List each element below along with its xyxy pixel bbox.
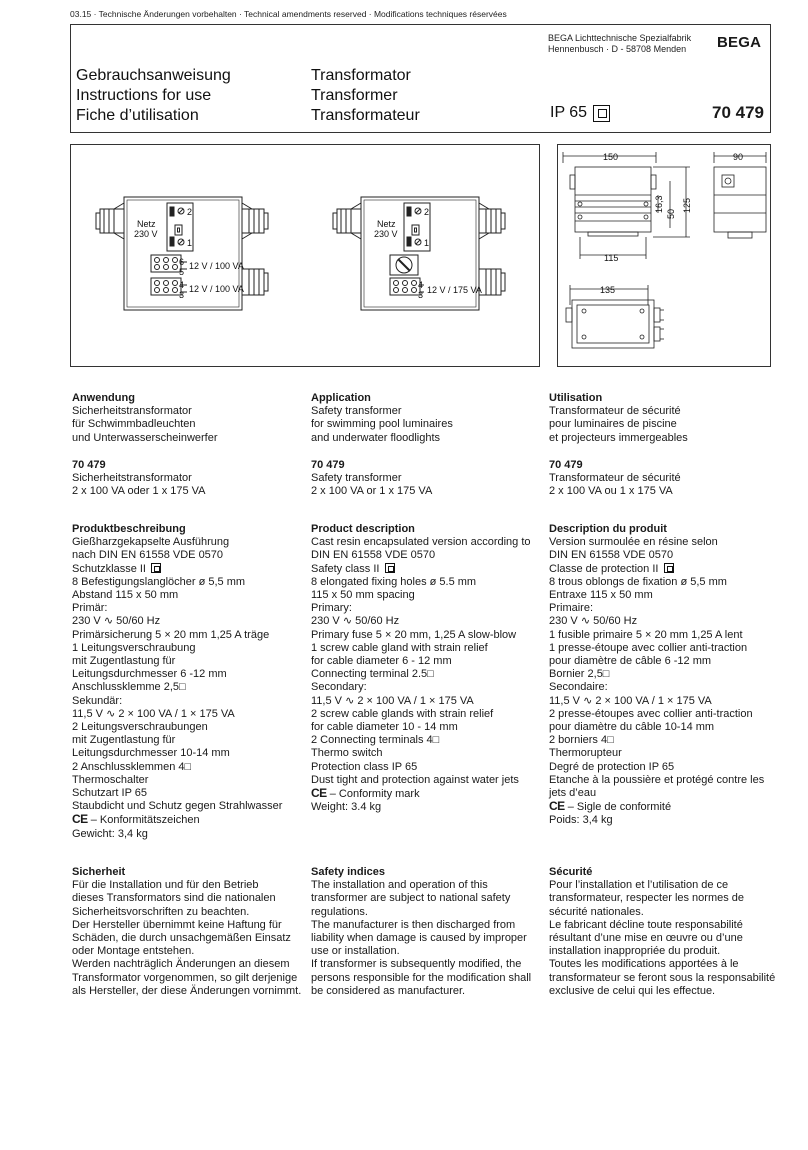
- text-line: Primary:: [311, 602, 352, 615]
- section-model-fr: [549, 459, 781, 499]
- ac-wave-icon: ∿: [103, 615, 114, 628]
- terminal-1-label: 1: [187, 238, 193, 248]
- terminal-2-label: 2: [187, 207, 193, 217]
- voltage-label: 230 V: [134, 229, 158, 239]
- text-line: Toutes les modifications apportées à le: [549, 958, 739, 971]
- safety-class-ii-icon: [151, 563, 161, 573]
- section-safety-de: [72, 866, 304, 998]
- text-line: [549, 695, 781, 708]
- text-line: Le fabricant décline toute responsabilité: [549, 918, 743, 931]
- voltage-label-2: 230 V: [374, 229, 398, 239]
- text-line: Leitungsdurchmesser 6 -12 mm: [72, 668, 227, 681]
- terminal-5-label: 5: [179, 267, 185, 277]
- text-line: [549, 615, 781, 628]
- text-line: Thermo switch: [311, 747, 383, 760]
- text-line: 8 elongated fixing holes ø 5.5 mm: [311, 575, 477, 588]
- text-line: pour luminaires de piscine: [549, 418, 677, 431]
- section-application-en: [311, 392, 543, 445]
- text-line: Primär:: [72, 602, 108, 615]
- text-line: 2 x 100 VA ou 1 x 175 VA: [549, 485, 673, 498]
- text-line: für Schwimmbadleuchten: [72, 418, 196, 431]
- terminal-3-label: 3: [179, 290, 185, 300]
- primary-voltage: 230 V: [72, 615, 101, 628]
- primary-voltage: 230 V: [311, 615, 340, 628]
- text-line: Transformateur de sécurité: [549, 405, 681, 418]
- text-line: Version surmoulée en résine selon: [549, 536, 718, 549]
- text-line: Sicherheitstransformator: [72, 405, 192, 418]
- ac-wave-icon: ∿: [580, 615, 591, 628]
- section-safety-en: [311, 866, 543, 998]
- text-line: Primary fuse 5 × 20 mm, 1,25 A slow-blow: [311, 628, 517, 641]
- ac-wave-icon: ∿: [106, 707, 116, 720]
- document-type: [76, 66, 231, 126]
- dimension-50: 50: [666, 208, 676, 219]
- text-line: [72, 615, 304, 628]
- heading-application-fr: Utilisation: [549, 392, 603, 404]
- text-line: Safety transformer: [311, 472, 402, 485]
- text-line: Schäden, die durch unsachgemäßen Einsatz: [72, 932, 291, 945]
- safety-class-ii-icon: [385, 563, 395, 573]
- text-line: Schutzart IP 65: [72, 787, 148, 800]
- terminal-1-label-2: 1: [424, 238, 430, 248]
- section-model-en: [311, 459, 543, 499]
- text-line: regulations.: [311, 905, 368, 918]
- safety-class-ii-icon: [593, 105, 610, 122]
- primary-frequency: 50/60 Hz: [116, 615, 161, 628]
- text-line: 2 presse-étoupes avec collier anti-traction: [549, 707, 753, 720]
- text-line: Transformator vorgenommen, so gilt derjenige: [72, 971, 298, 984]
- doc-type-fr: Fiche d’utilisation: [76, 107, 199, 124]
- secondary-power: 2 × 100 VA / 1 × 175 VA: [357, 694, 474, 707]
- text-line: for cable diameter 6 - 12 mm: [311, 655, 452, 668]
- text-line: Secondaire:: [549, 681, 608, 694]
- text-line: Connecting terminal 2.5□: [311, 668, 434, 681]
- company-address: [548, 33, 691, 55]
- section-safety-fr: [549, 866, 781, 998]
- text-line: [311, 615, 543, 628]
- dimension-115: 115: [604, 253, 619, 263]
- text-line: 1 screw cable gland with strain relief: [311, 641, 488, 654]
- text-line: [549, 800, 781, 814]
- primary-frequency: 50/60 Hz: [593, 615, 638, 628]
- text-line: jets d’eau: [549, 787, 597, 800]
- heading-product-fr: Description du produit: [549, 523, 667, 535]
- text-line: oder Montage entstehen.: [72, 945, 195, 958]
- text-line: transformateur se feront sous la responsabilité: [549, 971, 776, 984]
- text-line: be considered as manufacturer.: [311, 984, 466, 997]
- text-line: [72, 813, 304, 827]
- output-175-label: 12 V / 175 VA: [427, 285, 482, 295]
- wiring-diagrams: [71, 145, 541, 368]
- output-1-label: 12 V / 100 VA: [189, 261, 244, 271]
- text-line: [72, 708, 304, 721]
- company-name: BEGA Lichttechnische Spezialfabrik: [548, 33, 692, 43]
- text-line: Sicherheitsvorschriften zu beachten.: [72, 905, 250, 918]
- weight-text: Poids: 3,4 kg: [549, 814, 613, 827]
- dimension-drawings: [558, 145, 772, 368]
- secondary-power: 2 × 100 VA / 1 × 175 VA: [595, 694, 712, 707]
- heading-model-fr: 70 479: [549, 459, 583, 471]
- text-line: 1 Leitungsverschraubung: [72, 641, 196, 654]
- section-product-en: [311, 523, 543, 814]
- ce-mark-text: – Konformitätszeichen: [90, 814, 200, 827]
- terminal-4-label-2: 4: [418, 280, 424, 290]
- safety-class-ii-icon: [664, 563, 674, 573]
- secondary-voltage: 11,5 V: [549, 694, 580, 707]
- heading-safety-de: Sicherheit: [72, 866, 126, 878]
- section-product-fr: [549, 523, 781, 828]
- text-line: Der Hersteller übernimmt keine Haftung für: [72, 918, 282, 931]
- primary-frequency: 50/60 Hz: [355, 615, 400, 628]
- text-line: als Hersteller, der diese Änderungen vornimmt.: [72, 984, 302, 997]
- ce-mark-icon: CE: [549, 799, 565, 814]
- text-line: [311, 695, 543, 708]
- text-line: Thermoschalter: [72, 773, 149, 786]
- product-name-fr: Transformateur: [311, 107, 420, 124]
- text-line: 2 screw cable glands with strain relief: [311, 707, 494, 720]
- terminal-6-label: 6: [179, 257, 185, 267]
- text-line: installation inappropriée du produit.: [549, 945, 721, 958]
- text-line: Degré de protection IP 65: [549, 760, 675, 773]
- text-line: 2 x 100 VA or 1 x 175 VA: [311, 485, 433, 498]
- text-line: Staubdicht und Schutz gegen Strahlwasser: [72, 800, 283, 813]
- bega-logo: BEGA: [717, 34, 762, 51]
- heading-model-de: 70 479: [72, 459, 106, 471]
- text-line: et projecteurs immergeables: [549, 431, 688, 444]
- text-line: [311, 563, 543, 576]
- text-line: The manufacturer is then discharged from: [311, 918, 516, 931]
- heading-model-en: 70 479: [311, 459, 345, 471]
- text-line: use or installation.: [311, 945, 400, 958]
- netz-label: Netz: [137, 219, 156, 229]
- text-line: 2 Leitungsverschraubungen: [72, 721, 208, 734]
- dimension-drawing-frame: [557, 144, 771, 367]
- text-line: 1 presse-étoupe avec collier anti-traction: [549, 641, 748, 654]
- text-line: Sicherheitstransformator: [72, 472, 192, 485]
- text-line: dieses Transformators sind die nationalen: [72, 892, 276, 905]
- text-line: Etanche à la poussière et protégé contre les: [549, 773, 765, 786]
- weight-text: Weight: 3.4 kg: [311, 801, 382, 814]
- text-line: Cast resin encapsulated version according to: [311, 536, 531, 549]
- text-line: [72, 563, 304, 576]
- text-line: exclusive de celui qui les effectue.: [549, 984, 716, 997]
- text-line: Protection class IP 65: [311, 760, 418, 773]
- text-line: und Unterwasserscheinwerfer: [72, 431, 218, 444]
- secondary-power: 2 × 100 VA / 1 × 175 VA: [118, 707, 235, 720]
- output-2-label: 12 V / 100 VA: [189, 284, 244, 294]
- primary-voltage: 230 V: [549, 615, 578, 628]
- ac-wave-icon: ∿: [342, 615, 353, 628]
- text-line: mit Zugentlastung für: [72, 655, 176, 668]
- doc-type-de: Gebrauchsanweisung: [76, 67, 231, 84]
- safety-class-text: Classe de protection II: [549, 562, 659, 575]
- ce-mark-icon: CE: [311, 786, 327, 801]
- secondary-voltage: 11,5 V: [311, 694, 342, 707]
- section-model-de: [72, 459, 304, 499]
- heading-safety-fr: Sécurité: [549, 866, 593, 878]
- secondary-voltage: 11,5 V: [72, 707, 103, 720]
- dimension-16-3: 16,3: [654, 195, 664, 213]
- text-line: Bornier 2,5□: [549, 668, 610, 681]
- dimension-135: 135: [600, 285, 616, 295]
- company-location: Hennenbusch · D - 58708 Menden: [548, 44, 687, 54]
- heading-safety-en: Safety indices: [311, 866, 385, 878]
- text-line: If transformer is subsequently modified, the: [311, 958, 522, 971]
- text-line: sécurité nationales.: [549, 905, 644, 918]
- text-line: Entraxe 115 x 50 mm: [549, 589, 653, 602]
- text-line: and underwater floodlights: [311, 431, 441, 444]
- text-line: mit Zugentlastung für: [72, 734, 176, 747]
- heading-product-de: Produktbeschreibung: [72, 523, 186, 535]
- text-line: Primaire:: [549, 602, 594, 615]
- text-line: [311, 787, 543, 801]
- ip-rating-text: IP 65: [550, 104, 588, 121]
- text-line: 8 Befestigungslanglöcher ø 5,5 mm: [72, 575, 246, 588]
- text-line: Primärsicherung 5 × 20 mm 1,25 A träge: [72, 628, 270, 641]
- section-application-fr: [549, 392, 781, 445]
- side-view: [714, 152, 766, 238]
- text-line: nach DIN EN 61558 VDE 0570: [72, 549, 224, 562]
- text-line: Abstand 115 x 50 mm: [72, 589, 179, 602]
- dimension-150: 150: [603, 152, 619, 162]
- revision-note: 03.15 · Technische Änderungen vorbehalten · Technical amendments reserved · Modifications techniques réservées: [70, 9, 507, 19]
- section-product-de: [72, 523, 304, 841]
- text-line: Pour l’installation et l’utilisation de ce: [549, 879, 729, 892]
- terminal-3-label-2: 3: [418, 290, 424, 300]
- text-line: 115 x 50 mm spacing: [311, 589, 415, 602]
- heading-application-en: Application: [311, 392, 371, 404]
- doc-type-en: Instructions for use: [76, 87, 212, 104]
- ip-rating: [550, 104, 610, 122]
- text-line: Secondary:: [311, 681, 367, 694]
- front-view: [563, 152, 690, 259]
- text-line: Transformateur de sécurité: [549, 472, 681, 485]
- ce-mark-text: – Conformity mark: [329, 788, 420, 801]
- text-line: pour diamètre du câble 10-14 mm: [549, 721, 715, 734]
- wiring-diagram-frame: [70, 144, 540, 367]
- heading-application-de: Anwendung: [72, 392, 135, 404]
- dimension-125: 125: [682, 197, 692, 213]
- safety-class-text: Schutzklasse II: [72, 562, 146, 575]
- netz-label-2: Netz: [377, 219, 396, 229]
- ac-wave-icon: ∿: [345, 694, 355, 707]
- product-name-en: Transformer: [311, 87, 398, 104]
- text-line: 8 trous oblongs de fixation ø 5,5 mm: [549, 575, 727, 588]
- text-line: transformateur, respecter les normes de: [549, 892, 745, 905]
- text-line: Leitungsdurchmesser 10-14 mm: [72, 747, 230, 760]
- text-line: for cable diameter 10 - 14 mm: [311, 721, 458, 734]
- ac-wave-icon: ∿: [583, 694, 593, 707]
- text-line: [549, 563, 781, 576]
- section-application-de: [72, 392, 304, 445]
- text-line: 2 Anschlussklemmen 4□: [72, 760, 192, 773]
- text-line: 2 x 100 VA oder 1 x 175 VA: [72, 485, 206, 498]
- ce-mark-icon: CE: [72, 812, 88, 827]
- text-line: Anschlussklemme 2,5□: [72, 681, 186, 694]
- text-line: for swimming pool luminaires: [311, 418, 453, 431]
- text-line: 2 Connecting terminals 4□: [311, 734, 440, 747]
- dimension-90: 90: [733, 152, 744, 162]
- text-line: 1 fusible primaire 5 × 20 mm 1,25 A lent: [549, 628, 743, 641]
- text-line: DIN EN 61558 VDE 0570: [311, 549, 436, 562]
- text-line: Werden nachträglich Änderungen an diesem: [72, 958, 290, 971]
- terminal-4-label: 4: [179, 280, 185, 290]
- text-line: Gießharzgekapselte Ausführung: [72, 536, 230, 549]
- text-line: liability when damage is caused by improper: [311, 932, 527, 945]
- text-line: Für die Installation und für den Betrieb: [72, 879, 259, 892]
- text-line: transformer are subject to national safety: [311, 892, 511, 905]
- text-line: DIN EN 61558 VDE 0570: [549, 549, 674, 562]
- text-line: The installation and operation of this: [311, 879, 488, 892]
- model-number: 70 479: [712, 103, 764, 122]
- safety-class-text: Safety class II: [311, 562, 380, 575]
- ce-mark-text: – Sigle de conformité: [567, 801, 672, 814]
- text-line: Sekundär:: [72, 694, 123, 707]
- text-line: pour diamètre de câble 6 -12 mm: [549, 655, 712, 668]
- weight-text: Gewicht: 3,4 kg: [72, 827, 148, 840]
- text-line: Dust tight and protection against water jets: [311, 773, 519, 786]
- product-name-de: Transformator: [311, 67, 411, 84]
- text-line: persons responsible for the modification shall: [311, 971, 532, 984]
- terminal-2-label-2: 2: [424, 207, 430, 217]
- product-name: [311, 66, 420, 126]
- text-line: Safety transformer: [311, 405, 402, 418]
- text-line: Thermorupteur: [549, 747, 622, 760]
- text-line: résultant d’une mise en œuvre ou d’une: [549, 932, 743, 945]
- heading-product-en: Product description: [311, 523, 415, 535]
- text-line: 2 borniers 4□: [549, 734, 614, 747]
